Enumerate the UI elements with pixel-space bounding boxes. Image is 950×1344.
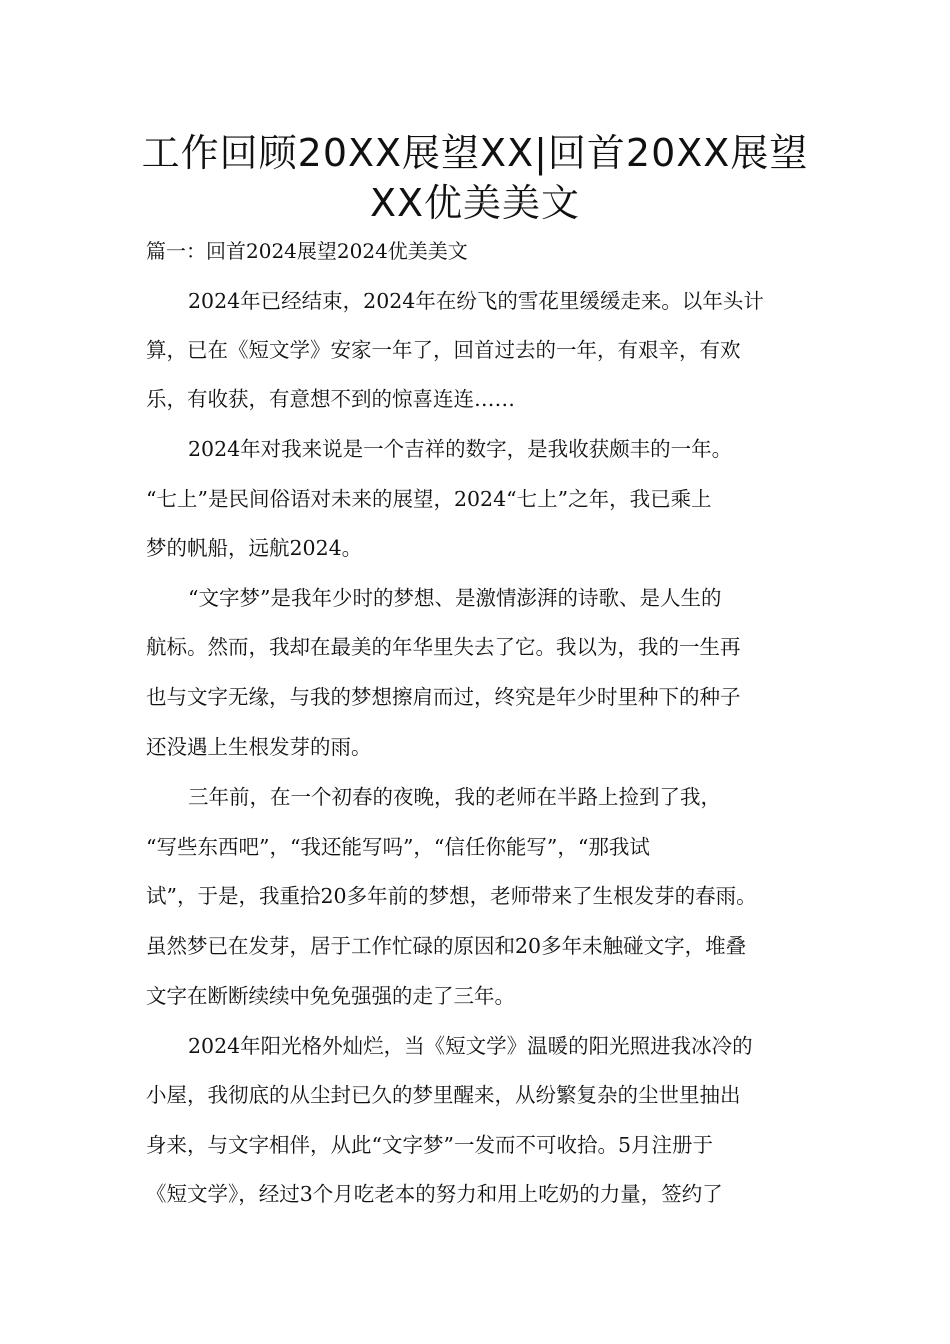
paragraph-line: 试”，于是，我重拾20多年前的梦想，老师带来了生根发芽的春雨。 (146, 884, 757, 908)
paragraph-line: 2024年对我来说是一个吉祥的数字，是我收获颇丰的一年。 (188, 437, 733, 461)
paragraph-line: 算，已在《短文学》安家一年了，回首过去的一年，有艰辛，有欢 (146, 338, 741, 362)
paragraph-line: 身来，与文字相伴，从此“文字梦”一发而不可收拾。5月注册于 (146, 1133, 714, 1157)
paragraph-line: 2024年阳光格外灿烂，当《短文学》温暖的阳光照进我冰冷的 (188, 1034, 753, 1058)
paragraph-line: 2024年已经结束，2024年在纷飞的雪花里缓缓走来。以年头计 (188, 289, 764, 313)
paragraph-line: 梦的帆船，远航2024。 (146, 536, 363, 560)
title-line-2: XX优美美文 (369, 181, 581, 225)
paragraph-line: “七上”是民间俗语对未来的展望，2024“七上”之年，我已乘上 (146, 487, 712, 511)
paragraph-line: 乐，有收获，有意想不到的惊喜连连…… (146, 387, 515, 411)
paragraph-line: 三年前，在一个初春的夜晚，我的老师在半路上捡到了我， (188, 785, 721, 809)
document-title (120, 128, 830, 228)
paragraph-line: 也与文字无缘，与我的梦想擦肩而过，终究是年少时里种下的种子 (146, 685, 741, 709)
title-line-1: 工作回顾20XX展望XX|回首20XX展望 (141, 131, 809, 175)
paragraph-line: 小屋，我彻底的从尘封已久的梦里醒来，从纷繁复杂的尘世里抽出 (146, 1083, 741, 1107)
paragraph-line: 虽然梦已在发芽，居于工作忙碌的原因和20多年未触碰文字，堆叠 (146, 934, 747, 958)
section-subtitle: 篇一：回首2024展望2024优美美文 (146, 239, 468, 263)
paragraph-line: “写些东西吧”，“我还能写吗”，“信任你能写”，“那我试 (146, 835, 650, 859)
paragraph-line: 《短文学》，经过3个月吃老本的努力和用上吃奶的力量，签约了 (146, 1182, 723, 1206)
paragraph-line: “文字梦”是我年少时的梦想、是激情澎湃的诗歌、是人生的 (188, 586, 722, 610)
paragraph-line: 还没遇上生根发芽的雨。 (146, 735, 372, 759)
paragraph-line: 文字在断断续续中免免强强的走了三年。 (146, 984, 515, 1008)
paragraph-line: 航标。然而，我却在最美的年华里失去了它。我以为，我的一生再 (146, 635, 741, 659)
